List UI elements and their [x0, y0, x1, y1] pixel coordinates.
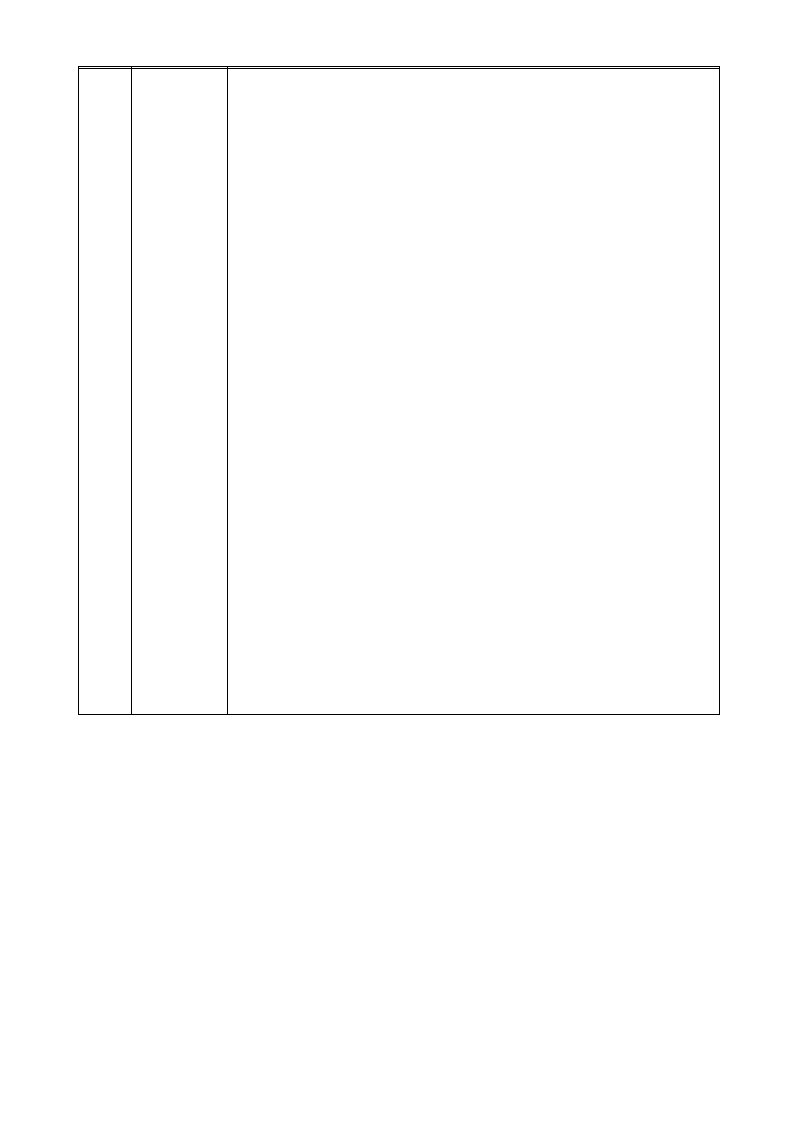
region-label [79, 69, 132, 715]
table-row [79, 69, 720, 715]
country-label [132, 69, 228, 715]
travel-restriction-table [78, 66, 720, 715]
saudi-content-cell [228, 69, 720, 715]
